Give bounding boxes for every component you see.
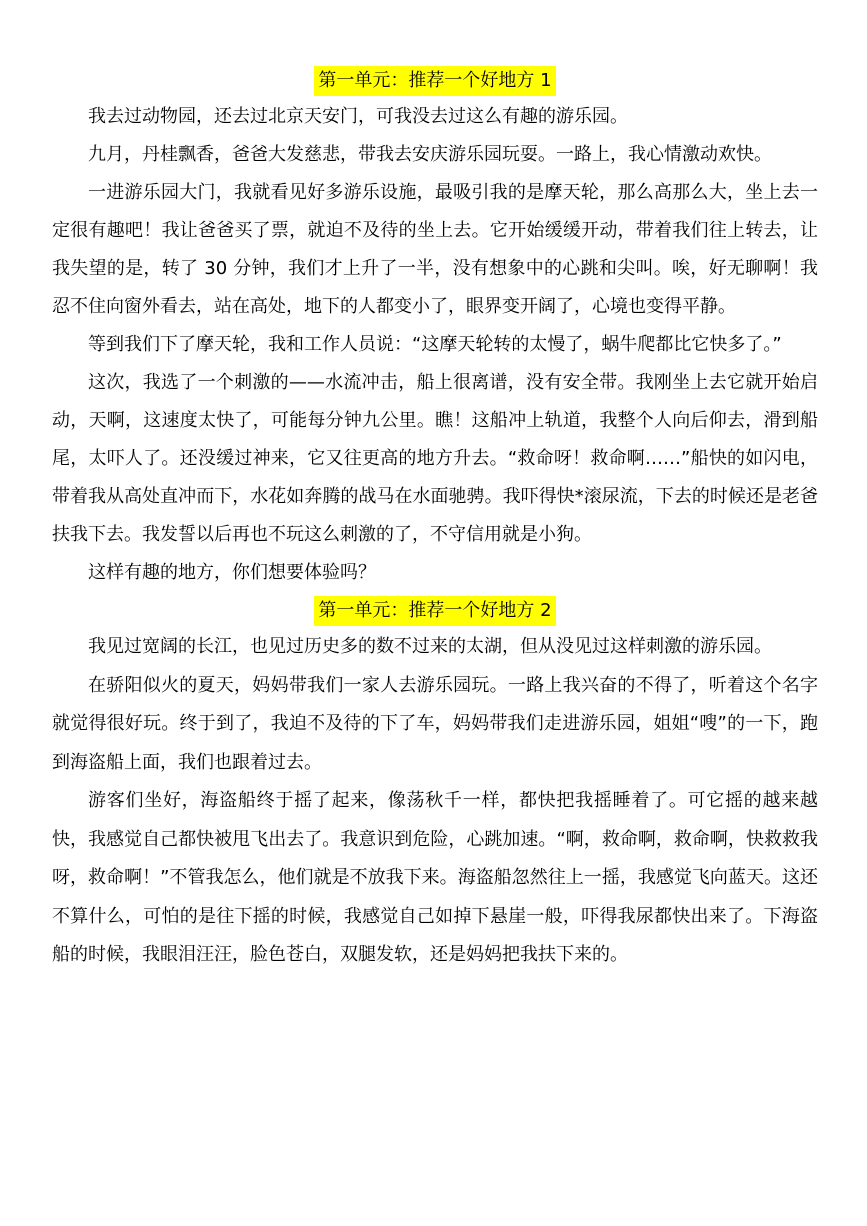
article-1-paragraph-5: 这次，我选了一个刺激的——水流冲击，船上很离谱，没有安全带。我刚坐上去它就开始启动，天啊，这速度太快了，可能每分钟九公里。瞧！这船冲上轨道，我整个人向后仰去，滑到船尾，太吓人了。还没缓过神来，它又往更高的地方升去。“救命呀！救命啊……”船快的如闪电，带着我从高处直冲而下，水花如奔腾的战马在水面驰骋。我吓得快*滚尿流，下去的时候还是老爸扶我下去。我发誓以后再也不玩这么刺激的了，不守信用就是小狗。 (52, 372, 818, 545)
article-1 (52, 64, 818, 592)
article-2-title: 第一单元：推荐一个好地方 2 (314, 596, 555, 626)
article-2-paragraph-1: 我见过宽阔的长江，也见过历史多的数不过来的太湖，但从没见过这样刺激的游乐园。 (88, 636, 772, 657)
article-1-title: 第一单元：推荐一个好地方 1 (314, 66, 555, 96)
article-1-paragraph-2: 九月，丹桂飘香，爸爸大发慈悲，带我去安庆游乐园玩耍。一路上，我心情激动欢快。 (88, 144, 772, 165)
article-1-title-row (52, 64, 818, 98)
article-2-paragraph-2: 在骄阳似火的夏天，妈妈带我们一家人去游乐园玩。一路上我兴奋的不得了，听着这个名字就觉得很好玩。终于到了，我迫不及待的下了车，妈妈带我们走进游乐园，姐姐“嗖”的一下，跑到海盗船上面，我们也跟着过去。 (52, 674, 818, 773)
article-1-paragraph-6: 这样有趣的地方，你们想要体验吗？ (88, 562, 376, 583)
article-1-paragraph-1: 我去过动物园，还去过北京天安门，可我没去过这么有趣的游乐园。 (88, 106, 628, 127)
document-page (52, 64, 818, 975)
article-1-paragraph-4: 等到我们下了摩天轮，我和工作人员说：“这摩天轮转的太慢了，蜗牛爬都比它快多了。” (88, 334, 782, 355)
article-2-paragraph-3: 游客们坐好，海盗船终于摇了起来，像荡秋千一样，都快把我摇睡着了。可它摇的越来越快，我感觉自己都快被甩飞出去了。我意识到危险，心跳加速。“啊，救命啊，救命啊，快救救我呀，救命啊！”不管我怎么，他们就是不放我下来。海盗船忽然往上一摇，我感觉飞向蓝天。这还不算什么，可怕的是往下摇的时候，我感觉自己如掉下悬崖一般，吓得我尿都快出来了。下海盗船的时候，我眼泪汪汪，脸色苍白，双腿发软，还是妈妈把我扶下来的。 (52, 790, 818, 965)
article-2-title-row (52, 594, 818, 628)
article-1-paragraph-3: 一进游乐园大门，我就看见好多游乐设施，最吸引我的是摩天轮，那么高那么大，坐上去一定很有趣吧！我让爸爸买了票，就迫不及待的坐上去。它开始缓缓开动，带着我们往上转去，让我失望的是，转了 30 分钟，我们才上升了一半，没有想象中的心跳和尖叫。唉，好无聊啊！我忍不住向窗外看去，站在高处，地下的人都变小了，眼界变开阔了，心境也变得平静。 (52, 182, 818, 317)
article-2 (52, 594, 818, 975)
